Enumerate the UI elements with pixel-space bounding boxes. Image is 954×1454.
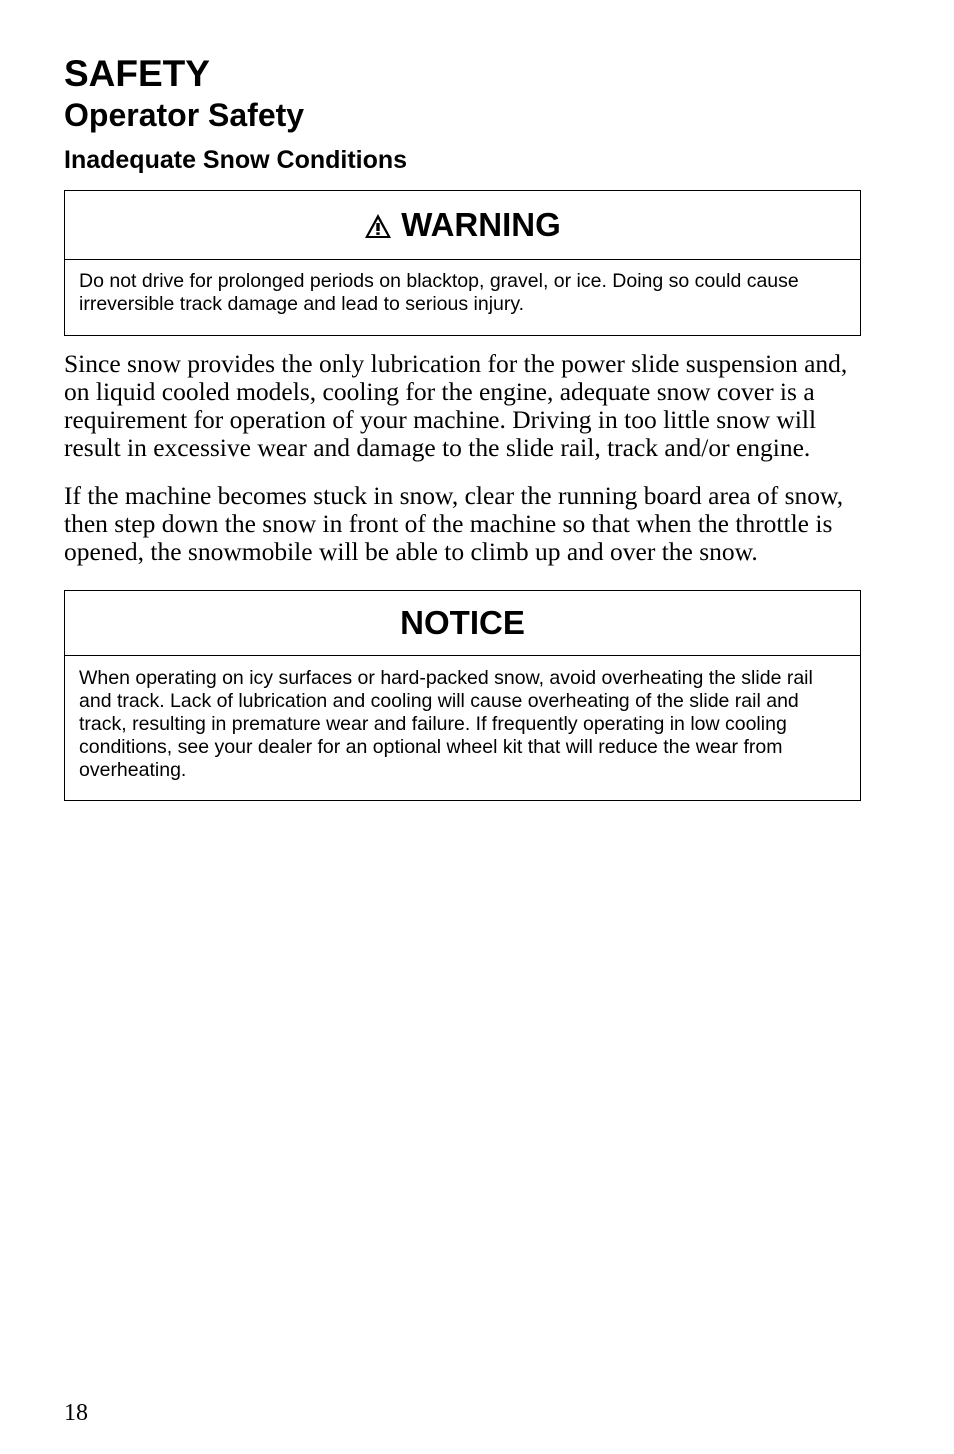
notice-label: NOTICE xyxy=(400,604,525,641)
section-title: SAFETY xyxy=(64,53,210,94)
body-paragraph-lubrication: Since snow provides the only lubrication for the power slide suspension and, on liquid cooled models, cooling for the engine, adequate snow cover is a requirement for operation of your machine. Driving in too little snow will result in excessive wear and damage to the slide rail, track and/or engine. xyxy=(64,349,848,462)
warning-box xyxy=(64,190,861,336)
notice-header xyxy=(65,591,860,656)
body-paragraph-stuck: If the machine becomes stuck in snow, clear the running board area of snow, then step down the snow in front of the machine so that when the throttle is opened, the snowmobile will be able to climb up and over the snow. xyxy=(64,481,844,566)
manual-page xyxy=(64,54,864,801)
topic-title: Inadequate Snow Conditions xyxy=(64,146,408,174)
warning-label: WARNING xyxy=(401,206,561,243)
warning-triangle-icon xyxy=(364,213,392,239)
page-number: 18 xyxy=(64,1400,88,1426)
warning-text: Do not drive for prolonged periods on blacktop, gravel, or ice. Doing so could cause irreversible track damage and lead to serious injury. xyxy=(79,270,799,315)
notice-text: When operating on icy surfaces or hard-packed snow, avoid overheating the slide rail and track. Lack of lubrication and cooling will cause overheating of the slide rail and track, resulting in premature wear and failure. If frequently operating in low cooling conditions, see your dealer for an optional wheel kit that will reduce the wear from overheating. xyxy=(79,667,813,781)
subsection-title: Operator Safety xyxy=(64,97,305,133)
notice-box xyxy=(64,590,861,801)
warning-header xyxy=(65,191,860,260)
